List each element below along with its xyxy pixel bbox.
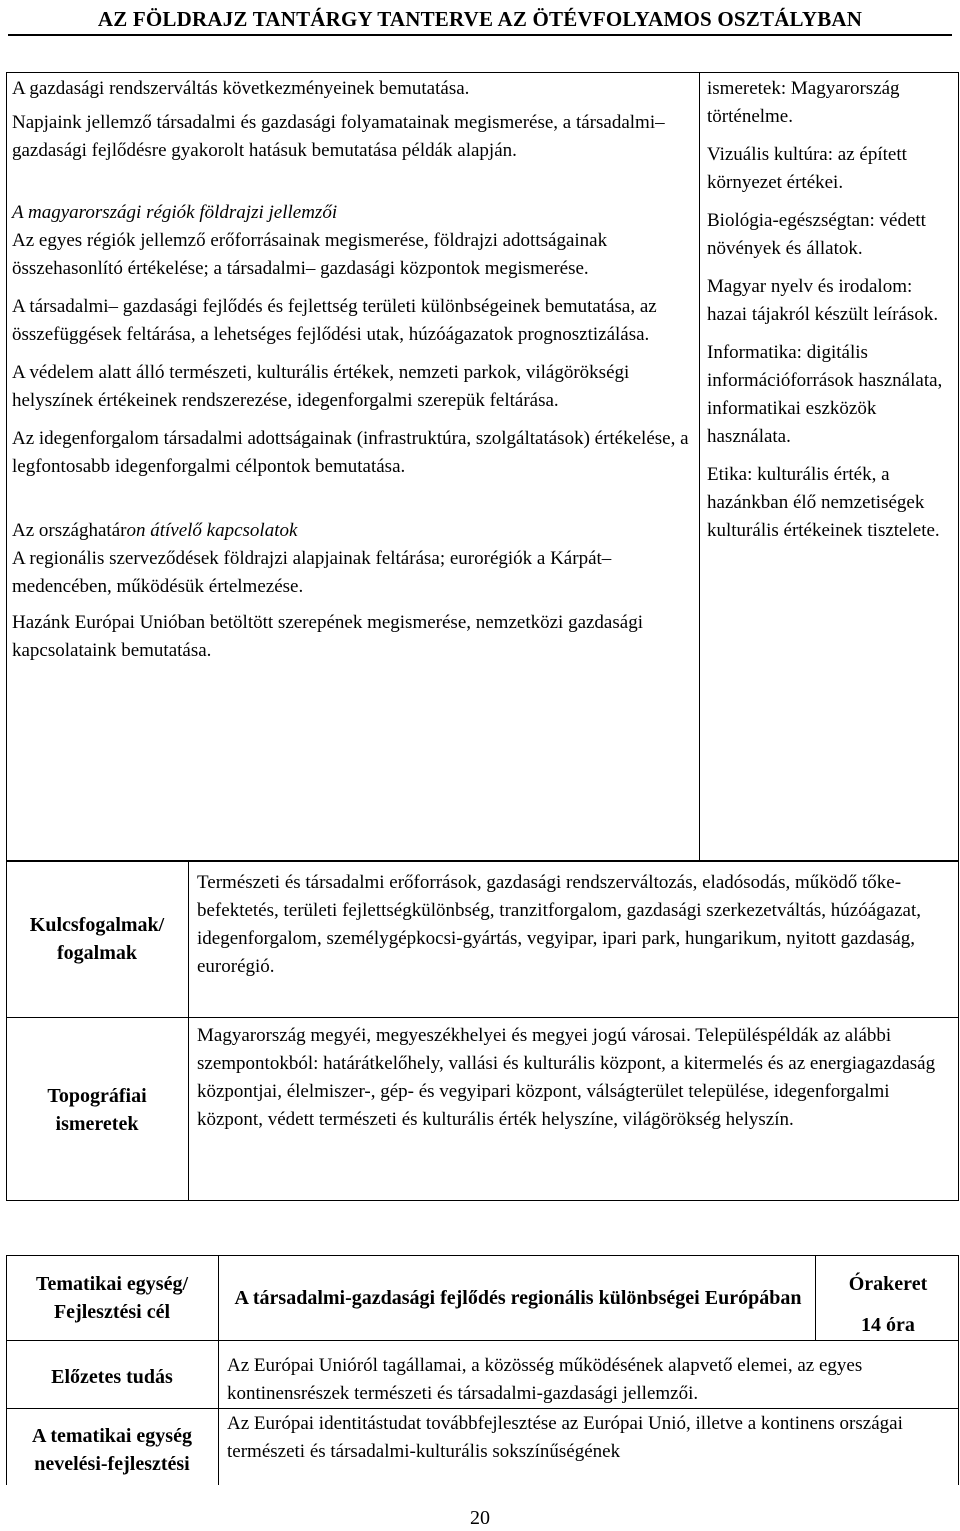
side-item-informatics: Informatika: digitális információforrások használata, informatikai eszközök használata. bbox=[707, 342, 943, 447]
hours-label: Órakeret bbox=[848, 1273, 928, 1295]
prior-knowledge-text: Az Európai Unióról tagállamai, a közösség működésének alapvető elemei, az egyes kontinensrészek természeti és társadalmi-gazdasági jellemzői. bbox=[227, 1355, 863, 1404]
goals-text: Az Európai identitástudat továbbfejlesztése az Európai Unió, illetve a kontinens országai természeti és társadalmi-kulturális sokszínűségének bbox=[227, 1413, 903, 1462]
side-column bbox=[707, 75, 953, 545]
concepts-label: Kulcsfogalmak/ fogalmak bbox=[29, 914, 165, 964]
main-column bbox=[12, 75, 692, 665]
section-heading-part-2: on átívelő kapcsolatok bbox=[126, 520, 298, 541]
side-item-literature: Magyar nyelv és irodalom: hazai tájakról készült leírások. bbox=[707, 276, 939, 325]
section-heading-cross-border bbox=[12, 517, 692, 545]
concepts-text: Természeti és társadalmi erőforrások, gazdasági rendszerváltozás, eladósodás, működő tőke-befektetés, területi fejlettségkülönbség, tranzitforgalom, gazdasági szerkezetváltás, húzóágazat, idegenforgalom, személygépkocsi-gyártás, vegyipar, ipari park, hungarikum, nyitott gazdaság, eurorégió. bbox=[197, 872, 921, 977]
topography-text: Magyarország megyéi, megyeszékhelyei és megyei jogú városai. Településpéldák az alábbi szempontokból: határátkelőhely, vallási és kulturális központ, a kitermelés és az energiagazdaság központjai, élelmiszer-, gép- és vegyipari központ, válságterület települése, idegenforgalmi központ, védett természeti és kulturális érték helyszíne, világörökség helyszín. bbox=[197, 1025, 936, 1130]
section-heading-part-1: Az országhatár bbox=[12, 520, 127, 541]
side-item-history: ismeretek: Magyarország történelme. bbox=[707, 78, 900, 127]
page-number: 20 bbox=[470, 1507, 490, 1529]
paragraph-regime-change: A gazdasági rendszerváltás következményeinek bemutatása. bbox=[12, 78, 470, 99]
unit-label-divider bbox=[218, 1255, 219, 1485]
unit-row-divider-2 bbox=[6, 1408, 959, 1409]
prior-knowledge-label: Előzetes tudás bbox=[51, 1366, 173, 1388]
concepts-label-divider bbox=[188, 861, 189, 1201]
paragraph-regions: Az egyes régiók jellemző erőforrásainak megismerése, földrajzi adottságainak összehasonlító értékelése; a társadalmi– gazdasági központok megismerése. bbox=[12, 230, 608, 279]
side-item-ethics: Etika: kulturális érték, a hazánkban élő nemzetiségek kulturális értékeinek tisztelete. bbox=[707, 464, 940, 541]
side-item-visual-culture: Vizuális kultúra: az épített környezet értékei. bbox=[707, 144, 907, 193]
hours-value: 14 óra bbox=[861, 1314, 915, 1336]
paragraph-regional-organizations: A regionális szerveződések földrajzi alapjainak feltárása; eurorégiók a Kárpát– medencében, működésük értelmezése. bbox=[12, 548, 612, 597]
goals-label: A tematikai egység nevelési-fejlesztési bbox=[32, 1425, 192, 1475]
page-header bbox=[8, 4, 952, 36]
page-title: AZ FÖLDRAJZ TANTÁRGY TANTERVE AZ ÖTÉVFOLYAMOS OSZTÁLYBAN bbox=[97, 7, 863, 31]
column-divider bbox=[699, 72, 700, 861]
paragraph-tourism: Az idegenforgalom társadalmi adottságainak (infrastruktúra, szolgáltatások) értékelése, a legfontosabb idegenforgalmi célpontok bemutatása. bbox=[12, 428, 689, 477]
paragraph-current-processes: Napjaink jellemző társadalmi és gazdasági folyamatainak megismerése, a társadalmi– gazdasági fejlődésre gyakorolt hatásuk bemutatása példák alapján. bbox=[12, 112, 665, 161]
paragraph-protected-values: A védelem alatt álló természeti, kulturális értékek, nemzeti parkok, világörökségi helyszínek értékeinek rendszerezése, idegenforgalmi szerepük feltárása. bbox=[12, 362, 630, 411]
unit-title: A társadalmi-gazdasági fejlődés regionális különbségei Európában bbox=[234, 1287, 802, 1309]
unit-row-divider-1 bbox=[6, 1340, 959, 1341]
unit-hours-divider bbox=[815, 1255, 816, 1340]
section-heading-regions: A magyarországi régiók földrajzi jellemzői bbox=[12, 202, 338, 223]
paragraph-development-differences: A társadalmi– gazdasági fejlődés és fejlettség területi különbségeinek bemutatása, az összefüggések feltárása, a lehetséges fejlődési utak, húzóágazatok prognosztizálása. bbox=[12, 296, 657, 345]
unit-label: Tematikai egység/ Fejlesztési cél bbox=[35, 1273, 189, 1323]
paragraph-eu-role: Hazánk Európai Unióban betöltött szerepének megismerése, nemzetközi gazdasági kapcsolataink bemutatása. bbox=[12, 612, 643, 661]
topography-label: Topográfiai ismeretek bbox=[47, 1084, 147, 1135]
side-item-biology: Biológia-egészségtan: védett növények és állatok. bbox=[707, 210, 926, 259]
